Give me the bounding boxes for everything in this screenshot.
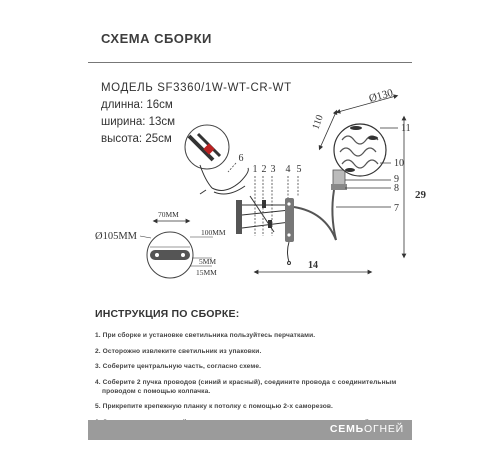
spec-length: длинна: 16см (101, 99, 173, 111)
instruction-step: 4. Соберите 2 пучка проводов (синий и красный), соедините провода с соединительным проводом с помощью колпачка. (95, 378, 397, 395)
instructions-section (95, 308, 425, 433)
lamp-holder (331, 170, 347, 190)
instruction-step: 1. При сборке и установке светильника пользуйтесь перчатками. (95, 332, 316, 339)
spec-height: высота: 25см (101, 133, 172, 145)
spec-model: МОДЕЛЬ SF3360/1W-WT-CR-WT (101, 82, 292, 94)
callout-10: 10 (394, 158, 404, 169)
callout-6: 6 (238, 153, 244, 164)
dimension-5: 5MM (199, 257, 217, 266)
wire-detail-circle (185, 125, 229, 188)
instruction-step: 3. Соберите центральную часть, согласно схеме. (95, 363, 262, 370)
callout-4: 4 (285, 164, 291, 175)
callout-8: 8 (394, 183, 399, 194)
dimension-70: 70MM (158, 210, 179, 219)
instruction-step: 5. Прикрепите крепежную планку к потолку с помощью 2-х саморезов. (95, 403, 333, 410)
dimension-29: 29 (415, 189, 426, 201)
dimension-105: Ø105MM (95, 231, 138, 242)
brand-logo: СЕМЬОГНЕЙ (329, 423, 404, 435)
page-title: СХЕМА СБОРКИ (101, 31, 212, 46)
instructions-heading: ИНСТРУКЦИЯ ПО СБОРКЕ: (95, 308, 240, 320)
dimension-100: 100MM (201, 228, 226, 237)
lamp-arm (294, 190, 336, 240)
dimension-130: Ø130 (367, 86, 395, 105)
callout-2: 2 (261, 164, 267, 175)
callout-9: 9 (394, 174, 399, 185)
dimension-14: 14 (308, 260, 318, 271)
callout-1: 1 (252, 164, 258, 175)
callout-3: 3 (270, 164, 276, 175)
footer-bar (88, 420, 412, 440)
mounting-parts (236, 196, 294, 265)
spec-width: ширина: 13см (101, 116, 176, 128)
callout-5: 5 (296, 164, 302, 175)
callout-11: 11 (401, 123, 411, 134)
dimension-110: 110 (310, 113, 326, 132)
instruction-step: 2. Осторожно извлеките светильник из упаковки. (95, 347, 262, 355)
canopy-detail (147, 232, 193, 278)
lamp-shade (334, 124, 386, 176)
dimension-15: 15MM (196, 268, 217, 277)
callout-7: 7 (394, 203, 399, 214)
